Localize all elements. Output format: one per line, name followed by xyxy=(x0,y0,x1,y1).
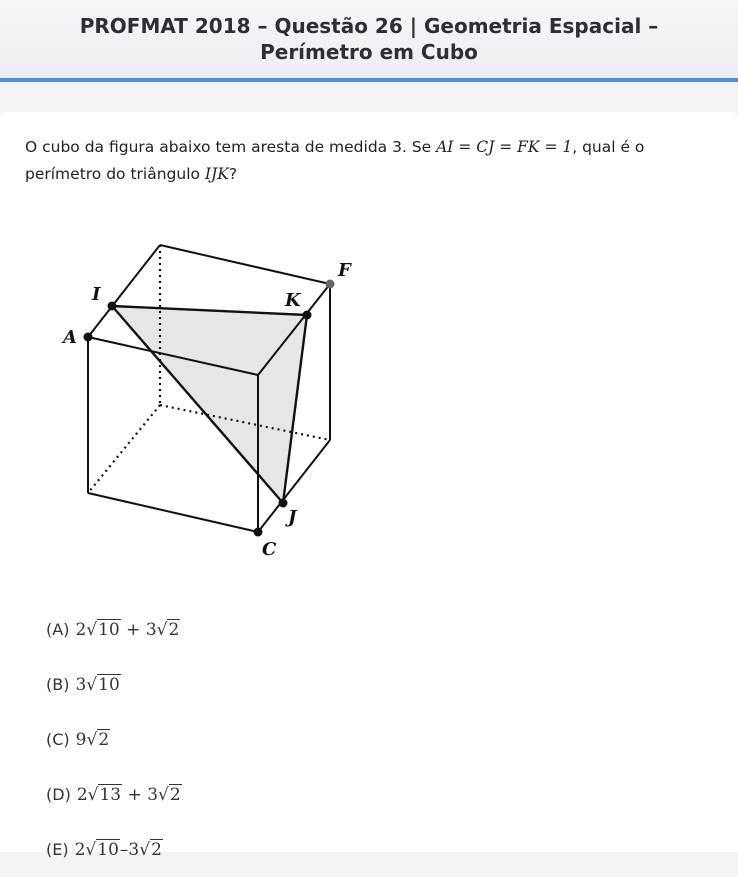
page-title: PROFMAT 2018 – Questão 26 | Geometria Espacial – Perímetro em Cubo xyxy=(79,14,659,64)
statement-text-1: O cubo da figura abaixo tem aresta de medida 3. Se xyxy=(25,138,437,156)
statement-math-1: AI = CJ = FK = 1 xyxy=(436,138,573,156)
option-a[interactable] xyxy=(46,602,182,657)
cube-figure xyxy=(55,238,375,568)
answer-options xyxy=(46,602,182,877)
option-e[interactable] xyxy=(46,822,182,877)
point-a xyxy=(84,333,93,342)
point-i xyxy=(108,302,117,311)
point-c xyxy=(254,528,263,537)
page-header xyxy=(0,0,738,82)
statement-text-2: , qual é o perímetro do triângulo xyxy=(25,138,645,183)
label-c: C xyxy=(262,539,277,560)
option-letter: (D) xyxy=(46,785,71,804)
option-expression: 2√10 + 3√2 xyxy=(75,619,180,640)
option-letter: (B) xyxy=(46,675,70,694)
label-i: I xyxy=(92,284,101,305)
label-j: J xyxy=(288,507,297,528)
option-letter: (E) xyxy=(46,840,69,859)
statement-text-3: ? xyxy=(228,165,238,183)
point-f xyxy=(326,280,335,289)
option-letter: (A) xyxy=(46,620,70,639)
question-statement xyxy=(25,134,715,188)
point-k xyxy=(303,311,312,320)
option-b[interactable] xyxy=(46,657,182,712)
question-card xyxy=(0,112,738,860)
point-j xyxy=(279,499,288,508)
option-expression: 2√13 + 3√2 xyxy=(76,784,181,805)
option-letter: (C) xyxy=(46,730,70,749)
option-c[interactable] xyxy=(46,712,182,767)
label-f: F xyxy=(338,260,351,281)
option-d[interactable] xyxy=(46,767,182,822)
statement-math-2: IJK xyxy=(204,165,229,183)
label-k: K xyxy=(285,290,301,311)
label-a: A xyxy=(63,327,77,348)
option-expression: 9√2 xyxy=(75,729,110,750)
option-expression: 3√10 xyxy=(75,674,120,695)
option-expression: 2√10–3√2 xyxy=(74,839,162,860)
triangle-ijk xyxy=(112,306,307,503)
